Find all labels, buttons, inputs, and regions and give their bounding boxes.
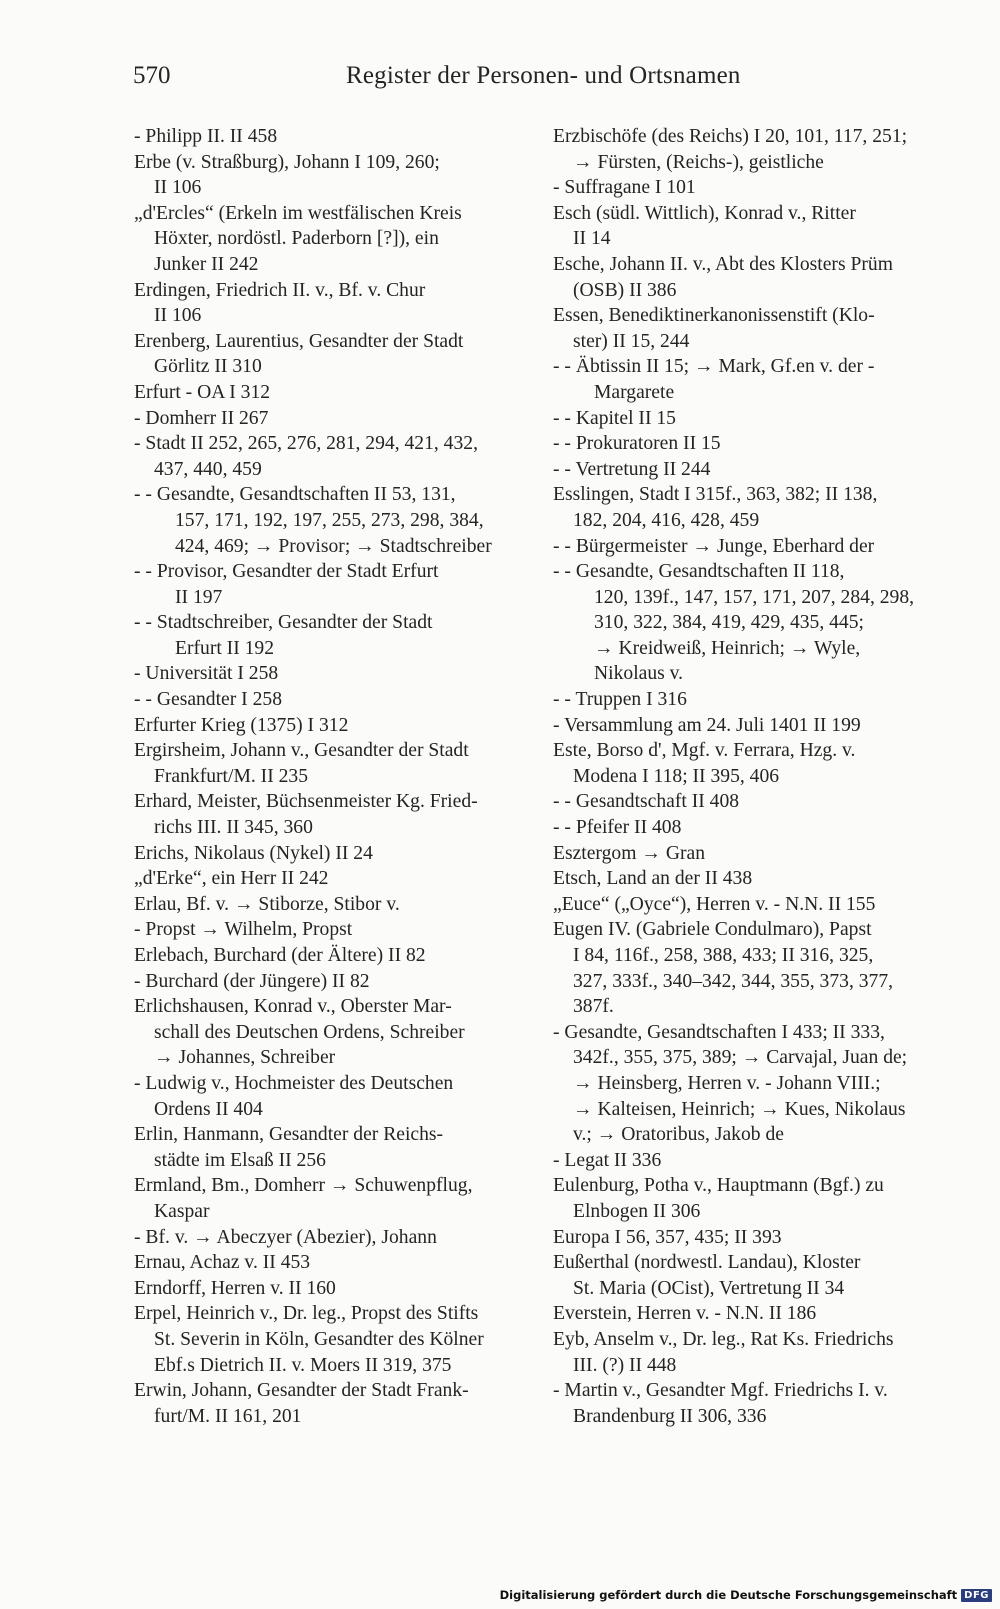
index-entry-line: - - Pfeifer II 408 (553, 817, 682, 839)
index-entry-line: Höxter, nordöstl. Paderborn [?]), ein (154, 228, 439, 250)
index-entry-line: Erhard, Meister, Büchsenmeister Kg. Fried- (134, 791, 478, 813)
index-entry-line: - Suffragane I 101 (553, 177, 696, 199)
index-entry-line: - - Gesandte, Gesandtschaften II 118, (553, 561, 845, 583)
index-entry-line: Erlin, Hanmann, Gesandter der Reichs- (134, 1124, 444, 1146)
index-entry (134, 380, 524, 406)
index-entry-line: Etsch, Land an der II 438 (553, 868, 753, 890)
index-entry (134, 1071, 524, 1122)
index-entry-line: - Versammlung am 24. Juli 1401 II 199 (553, 714, 861, 736)
index-entry-line: - Legat II 336 (553, 1149, 662, 1171)
index-entry-line: Erichs, Nikolaus (Nykel) II 24 (134, 842, 373, 864)
index-entry-line: Ordens II 404 (154, 1098, 263, 1120)
index-entry-line: Esche, Johann II. v., Abt des Klosters Prüm (553, 253, 893, 275)
index-entry-line: Eulenburg, Potha v., Hauptmann (Bgf.) zu (553, 1175, 884, 1197)
index-entry (134, 687, 524, 713)
index-entry-line: Brandenburg II 306, 336 (573, 1405, 767, 1427)
index-entry-line: - - Gesandtschaft II 408 (553, 791, 740, 813)
index-entry (553, 201, 945, 252)
index-entry (134, 124, 524, 150)
index-entry-line: Erzbischöfe (des Reichs) I 20, 101, 117, 251; (553, 126, 908, 147)
index-entry-line: II 106 (154, 177, 202, 199)
index-entry-line: Erlebach, Burchard (der Ältere) II 82 (134, 945, 426, 966)
index-entry (553, 457, 945, 483)
index-entry-line: - Martin v., Gesandter Mgf. Friedrichs I. v. (553, 1380, 888, 1402)
index-entry (553, 1250, 945, 1301)
index-entry-line: → Fürsten, (Reichs-), geistliche (573, 151, 824, 173)
index-entry (553, 866, 945, 892)
index-entry (553, 1173, 945, 1224)
index-entry (553, 1020, 945, 1148)
index-entry-line: - - Provisor, Gesandter der Stadt Erfurt (134, 561, 439, 583)
index-entry-line: - - Stadtschreiber, Gesandter der Stadt (134, 612, 433, 634)
index-entry-line: St. Severin in Köln, Gesandter des Kölner (154, 1328, 484, 1350)
index-entry (134, 278, 524, 329)
index-entry (553, 1148, 945, 1174)
index-entry-line: Erbe (v. Straßburg), Johann I 109, 260; (134, 151, 440, 173)
index-entry (134, 1250, 524, 1276)
index-entry (553, 1301, 945, 1327)
page-header (133, 62, 933, 102)
index-entry-line: städte im Elsaß II 256 (154, 1149, 326, 1171)
index-entry (134, 406, 524, 432)
index-entry-line: Kaspar (154, 1200, 210, 1222)
index-entry-line: - Philipp II. II 458 (134, 126, 278, 147)
index-entry (134, 943, 524, 969)
index-entry (134, 559, 524, 610)
index-entry (553, 124, 945, 175)
index-entry-line: II 197 (175, 586, 223, 608)
index-entry-line: - - Gesandte, Gesandtschaften II 53, 131, (134, 484, 456, 506)
index-entry-line: Everstein, Herren v. - N.N. II 186 (553, 1303, 817, 1325)
index-entry-line: Ernau, Achaz v. II 453 (134, 1252, 311, 1274)
index-entry-line: 310, 322, 384, 419, 429, 435, 445; (594, 612, 864, 634)
index-entry-line: Este, Borso d', Mgf. v. Ferrara, Hzg. v. (553, 740, 856, 762)
index-entry (134, 1378, 524, 1429)
index-entry (553, 789, 945, 815)
index-entry-line: ster) II 15, 244 (573, 330, 690, 352)
index-entry (134, 1225, 524, 1251)
index-entry (134, 1301, 524, 1378)
index-column-right (553, 124, 945, 1429)
index-entry-line: v.; → Oratoribus, Jakob de (573, 1124, 784, 1146)
index-entry (134, 969, 524, 995)
index-entry-line: Junker II 242 (154, 253, 259, 275)
index-entry (553, 892, 945, 918)
index-entry-line: Eußerthal (nordwestl. Landau), Kloster (553, 1252, 861, 1274)
index-entry-line: 327, 333f., 340–342, 344, 355, 373, 377, (573, 970, 894, 992)
index-entry-line: Erpel, Heinrich v., Dr. leg., Propst des Stifts (134, 1303, 479, 1325)
index-entry (134, 866, 524, 892)
index-entry (134, 329, 524, 380)
index-entry-line: Erfurt II 192 (175, 637, 275, 659)
index-entry-line: - - Gesandter I 258 (134, 689, 282, 711)
footer-credit (500, 1588, 992, 1602)
index-entry-line: 342f., 355, 375, 389; → Carvajal, Juan de; (573, 1047, 908, 1069)
index-entry-line: Esztergom → Gran (553, 842, 705, 864)
index-entry-line: I 84, 116f., 258, 388, 433; II 316, 325, (573, 945, 874, 966)
index-entry-line: Europa I 56, 357, 435; II 393 (553, 1226, 782, 1248)
index-entry-line: Eugen IV. (Gabriele Condulmaro), Papst (553, 919, 872, 941)
index-entry-line: St. Maria (OCist), Vertretung II 34 (573, 1277, 845, 1299)
index-entry (553, 687, 945, 713)
index-entry-line: (OSB) II 386 (573, 279, 677, 301)
index-entry-line: Erdingen, Friedrich II. v., Bf. v. Chur (134, 279, 426, 301)
index-entry-line: Erlau, Bf. v. → Stiborze, Stibor v. (134, 893, 400, 915)
index-entry (134, 610, 524, 661)
index-entry (553, 175, 945, 201)
index-entry (134, 661, 524, 687)
index-entry (553, 252, 945, 303)
index-entry-line: → Johannes, Schreiber (154, 1047, 336, 1069)
index-entry-line: Esslingen, Stadt I 315f., 363, 382; II 138, (553, 484, 878, 506)
index-entry-line: „d'Ercles“ (Erkeln im westfälischen Kreis (134, 202, 462, 224)
index-entry-line: 424, 469; → Provisor; → Stadtschreiber (175, 535, 492, 557)
index-entry (134, 1173, 524, 1224)
index-entry (134, 738, 524, 789)
index-entry (553, 482, 945, 533)
index-entry-line: - Domherr II 267 (134, 407, 269, 429)
index-entry-line: III. (?) II 448 (573, 1354, 677, 1376)
index-entry-line: → Heinsberg, Herren v. - Johann VIII.; (573, 1072, 881, 1094)
index-entry-line: - - Kapitel II 15 (553, 407, 676, 429)
index-entry (134, 431, 524, 482)
index-entry-line: → Kreidweiß, Heinrich; → Wyle, (594, 637, 861, 659)
index-entry-line: - - Äbtissin II 15; → Mark, Gf.en v. der - (553, 356, 875, 378)
index-entry-line: - - Bürgermeister → Junge, Eberhard der (553, 535, 875, 557)
index-entry (553, 841, 945, 867)
index-entry-line: Margarete (594, 381, 675, 403)
index-entry-line: Essen, Benediktinerkanonissenstift (Klo- (553, 305, 875, 327)
index-entry-line: Erwin, Johann, Gesandter der Stadt Frank- (134, 1380, 469, 1402)
index-entry (134, 789, 524, 840)
index-entry (553, 431, 945, 457)
index-entry-line: → Kalteisen, Heinrich; → Kues, Nikolaus (573, 1098, 906, 1120)
index-entry-line: Görlitz II 310 (154, 356, 262, 378)
index-entry (553, 406, 945, 432)
index-entry-line: richs III. II 345, 360 (154, 817, 313, 839)
index-entry (134, 892, 524, 918)
index-entry (553, 713, 945, 739)
index-entry-line: - Propst → Wilhelm, Propst (134, 919, 353, 941)
index-entry-line: Ebf.s Dietrich II. v. Moers II 319, 375 (154, 1354, 452, 1376)
index-entry-line: 182, 204, 416, 428, 459 (573, 509, 760, 531)
index-entry (553, 534, 945, 560)
index-entry (134, 713, 524, 739)
index-entry-line: 120, 139f., 147, 157, 171, 207, 284, 298, (594, 586, 915, 608)
index-entry (134, 150, 524, 201)
index-entry-line: - Stadt II 252, 265, 276, 281, 294, 421, 432, (134, 433, 478, 455)
index-entry (553, 354, 945, 405)
index-entry (134, 1122, 524, 1173)
index-entry-line: schall des Deutschen Ordens, Schreiber (154, 1021, 465, 1043)
index-entry (553, 738, 945, 789)
index-entry (134, 994, 524, 1071)
index-entry (553, 559, 945, 687)
index-entry (134, 917, 524, 943)
index-entry-line: II 14 (573, 228, 611, 250)
index-entry-line: Ermland, Bm., Domherr → Schuwenpflug, (134, 1175, 473, 1197)
index-entry-line: - - Vertretung II 244 (553, 458, 711, 480)
index-entry-line: 157, 171, 192, 197, 255, 273, 298, 384, (175, 509, 484, 531)
footer-credit-text: Digitalisierung gefördert durch die Deutsche Forschungsgemeinschaft (499, 1588, 958, 1602)
index-entry (553, 815, 945, 841)
index-entry-line: II 106 (154, 305, 202, 327)
index-entry-line: Erndorff, Herren v. II 160 (134, 1277, 336, 1299)
index-entry-line: Elnbogen II 306 (573, 1200, 701, 1222)
index-entry-line: Ergirsheim, Johann v., Gesandter der Stadt (134, 740, 469, 762)
index-entry-line: - Gesandte, Gesandtschaften I 433; II 333, (553, 1021, 885, 1043)
dfg-logo: DFG (961, 1589, 992, 1602)
index-entry-line: - Universität I 258 (134, 663, 279, 685)
index-entry (134, 482, 524, 559)
index-entry-line: 437, 440, 459 (154, 458, 262, 480)
index-entry-line: - - Prokuratoren II 15 (553, 433, 721, 455)
index-entry (553, 303, 945, 354)
index-entry (553, 1378, 945, 1429)
index-entry-line: Esch (südl. Wittlich), Konrad v., Ritter (553, 202, 856, 224)
index-entry-line: Nikolaus v. (594, 663, 684, 685)
index-entry-line: - Ludwig v., Hochmeister des Deutschen (134, 1072, 454, 1094)
index-entry-line: - Bf. v. → Abeczyer (Abezier), Johann (134, 1226, 437, 1248)
index-entry-line: Erlichshausen, Konrad v., Oberster Mar- (134, 996, 452, 1018)
index-entry-line: Frankfurt/M. II 235 (154, 765, 309, 787)
index-entry (553, 1327, 945, 1378)
index-entry-line: furt/M. II 161, 201 (154, 1405, 302, 1427)
index-entry-line: Eyb, Anselm v., Dr. leg., Rat Ks. Friedrichs (553, 1328, 894, 1350)
index-entry-line: „d'Erke“, ein Herr II 242 (134, 868, 329, 890)
index-entry-line: - Burchard (der Jüngere) II 82 (134, 970, 370, 992)
index-entry (553, 1225, 945, 1251)
index-entry (553, 917, 945, 1019)
index-entry-line: 387f. (573, 996, 614, 1018)
index-entry (134, 1276, 524, 1302)
index-column-left (134, 124, 524, 1429)
index-entry (134, 841, 524, 867)
index-entry-line: - - Truppen I 316 (553, 689, 687, 711)
index-entry-line: Modena I 118; II 395, 406 (573, 765, 780, 787)
running-title: Register der Personen- und Ortsnamen (346, 62, 741, 89)
index-entry-line: Erenberg, Laurentius, Gesandter der Stadt (134, 330, 464, 352)
page-number: 570 (133, 62, 171, 89)
index-entry-line: „Euce“ („Oyce“), Herren v. - N.N. II 155 (553, 893, 876, 915)
index-entry (134, 201, 524, 278)
index-entry-line: Erfurt - OA I 312 (134, 381, 271, 403)
index-entry-line: Erfurter Krieg (1375) I 312 (134, 714, 349, 736)
